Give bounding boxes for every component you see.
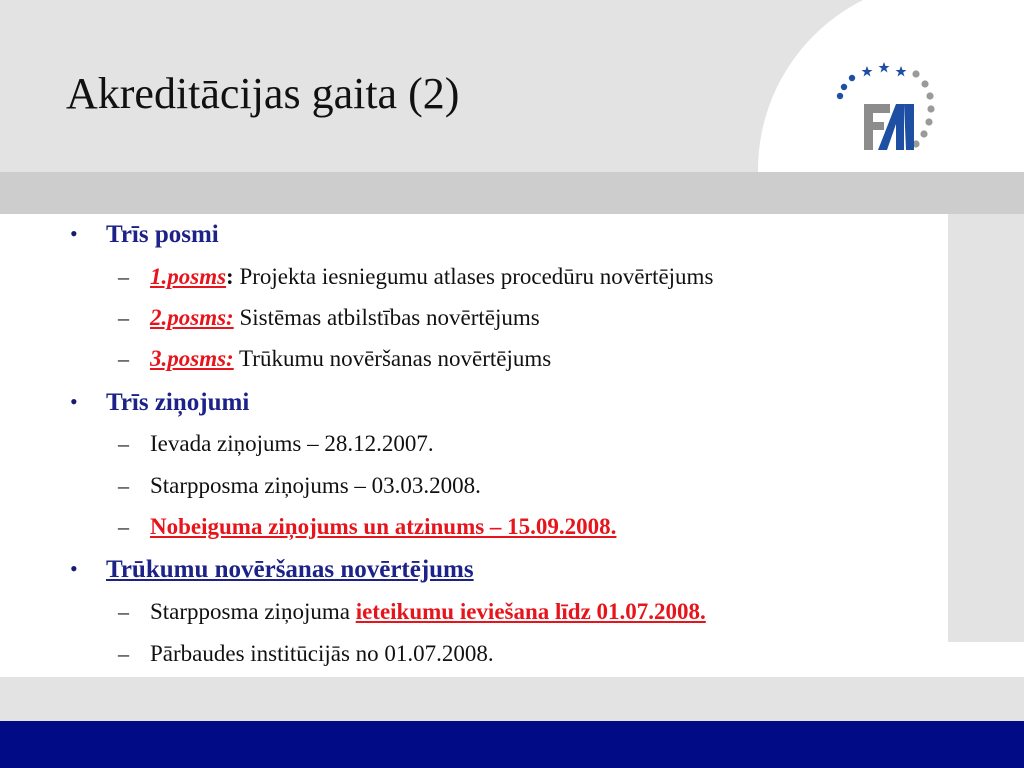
dash-icon: –: [118, 264, 129, 289]
dash-icon: –: [118, 514, 129, 539]
list-item-nobeiguma-zinojums: Nobeiguma ziņojums un atzinums – 15.09.2008.: [150, 514, 617, 539]
list-item-starpposma-zinojums: Starpposma ziņojums – 03.03.2008.: [150, 473, 481, 498]
dash-icon: –: [118, 305, 129, 330]
footer-bar: [0, 721, 1024, 768]
star-icon: [862, 66, 873, 77]
ieteikumu-highlight: ieteikumu ieviešana līdz 01.07.2008.: [355, 599, 706, 624]
list-item-ievada-zinojums: Ievada ziņojums – 28.12.2007.: [150, 431, 434, 456]
star-icon: [896, 66, 907, 77]
dash-icon: –: [118, 473, 129, 498]
bullet-icon: •: [70, 221, 78, 246]
right-margin-panel: [948, 214, 1024, 642]
bullet-icon: •: [70, 556, 78, 581]
posms-1-separator: :: [226, 264, 234, 289]
left-margin-panel: [0, 214, 57, 677]
bullet-icon: •: [70, 389, 78, 414]
posms-1-text: Projekta iesniegumu atlases procedūru novērtējums: [233, 264, 714, 289]
section-heading-trukumu-noversanas: Trūkumu novēršanas novērtējums: [106, 556, 474, 583]
section-heading-tris-zinojumi: Trīs ziņojumi: [106, 389, 250, 416]
list-item-posms-1: [150, 265, 713, 288]
section-heading-tris-posmi: Trīs posmi: [106, 221, 219, 248]
star-icon: [879, 62, 890, 73]
posms-3-label: 3.posms:: [150, 346, 234, 371]
dash-icon: –: [118, 431, 129, 456]
dash-icon: –: [118, 599, 129, 624]
dash-icon: –: [118, 641, 129, 666]
list-item-posms-3: [150, 347, 551, 370]
list-item-ieteikumu-ieviesana: [150, 600, 706, 623]
posms-2-text: Sistēmas atbilstības novērtējums: [233, 305, 540, 330]
list-item-parbaudes-institucijas: Pārbaudes institūcijās no 01.07.2008.: [150, 641, 494, 666]
ieteikumu-prefix: Starpposma ziņojuma: [150, 599, 356, 624]
list-item-posms-2: [150, 306, 540, 329]
posms-3-text: Trūkumu novēršanas novērtējums: [233, 346, 552, 371]
content-area-corner: [948, 642, 1024, 677]
dash-icon: –: [118, 346, 129, 371]
posms-1-label: 1.posms: [150, 264, 227, 289]
slide-title: Akreditācijas gaita (2): [66, 69, 460, 118]
header-divider-band: [0, 172, 1024, 214]
posms-2-label: 2.posms:: [150, 305, 234, 330]
ministry-logo-icon: [832, 58, 942, 158]
